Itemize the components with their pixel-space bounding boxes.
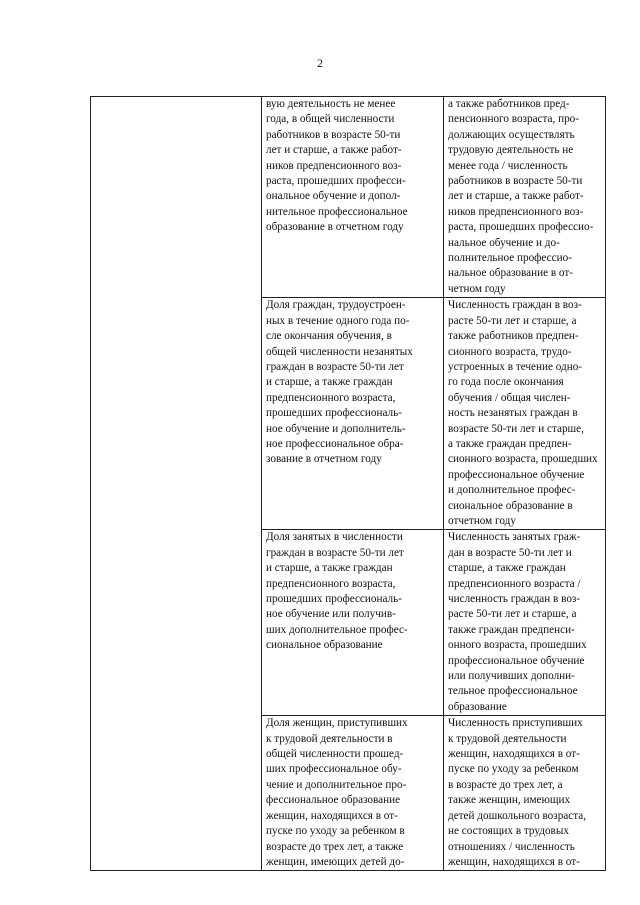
indicator-cell: вую деятельность не менее года, в общей численности работников в возрасте 50-ти лет и старше, а также работ- ников предпенсионного воз- раста, прошедших професси- ональное обучение и допол- нительное профессиональное образование в отчетном году — [262, 97, 444, 298]
formula-cell: а также работников пред- пенсионного возраста, про- должающих осуществлять трудовую деятельность не менее года / численность работников в возрасте 50-ти лет и старше, а также работ- ников предпенсионного воз- раста, прошедших профессио- нальное обучение и до- полнительное профессио- нальное образование в от- четном году — [444, 97, 606, 298]
indicator-cell: Доля граждан, трудоустроен- ных в течение одного года по- сле окончания обучения, в общей численности незанятых граждан в возрасте 50-ти лет и старше, а также граждан предпенсионного возраста, прошедших профессиональ- ное обучение и дополнитель- ное профессиональное обра- зование в отчетном году — [262, 298, 444, 530]
page-number: 2 — [317, 56, 323, 70]
formula-cell: Численность занятых граж- дан в возрасте 50-ти лет и старше, а также граждан предпенсионного возраста / численность граждан в воз- расте 50-ти лет и старше, а также граждан предпенси- онного возраста, прошедших профессиональное обучение или получивших дополни- тельное профессиональное образование — [444, 530, 606, 716]
table-row — [91, 97, 606, 298]
indicator-cell: Доля женщин, приступивших к трудовой деятельности в общей численности прошед- ших профессиональное обу- чение и дополнительное про- фессиональное образование женщин, находящихся в от- пуске по уходу за ребенком в возрасте до трех лет, а также женщин, имеющих детей до- — [262, 716, 444, 871]
indicator-cell: Доля занятых в численности граждан в возрасте 50-ти лет и старше, а также граждан предпенсионного возраста, прошедших профессиональ- ное обучение или получив- ших дополнительное профес- сиональное образование — [262, 530, 444, 716]
formula-cell: Численность приступивших к трудовой деятельности женщин, находящихся в от- пуске по уходу за ребенком в возрасте до трех лет, а также женщин, имеющих детей дошкольного возраста, не состоящих в трудовых отношениях / численность женщин, находящихся в от- — [444, 716, 606, 871]
formula-cell: Численность граждан в воз- расте 50-ти лет и старше, а также работников предпен- сионного возраста, трудо- устроенных в течение одно- го года после окончания обучения / общая числен- ность незанятых граждан в возрасте 50-ти лет и старше, а также граждан предпен- сионного возраста, прошедших профессиональное обучение и дополнительное профес- сиональное образование в отчетном году — [444, 298, 606, 530]
empty-cell — [91, 97, 262, 871]
indicator-table — [90, 96, 606, 871]
